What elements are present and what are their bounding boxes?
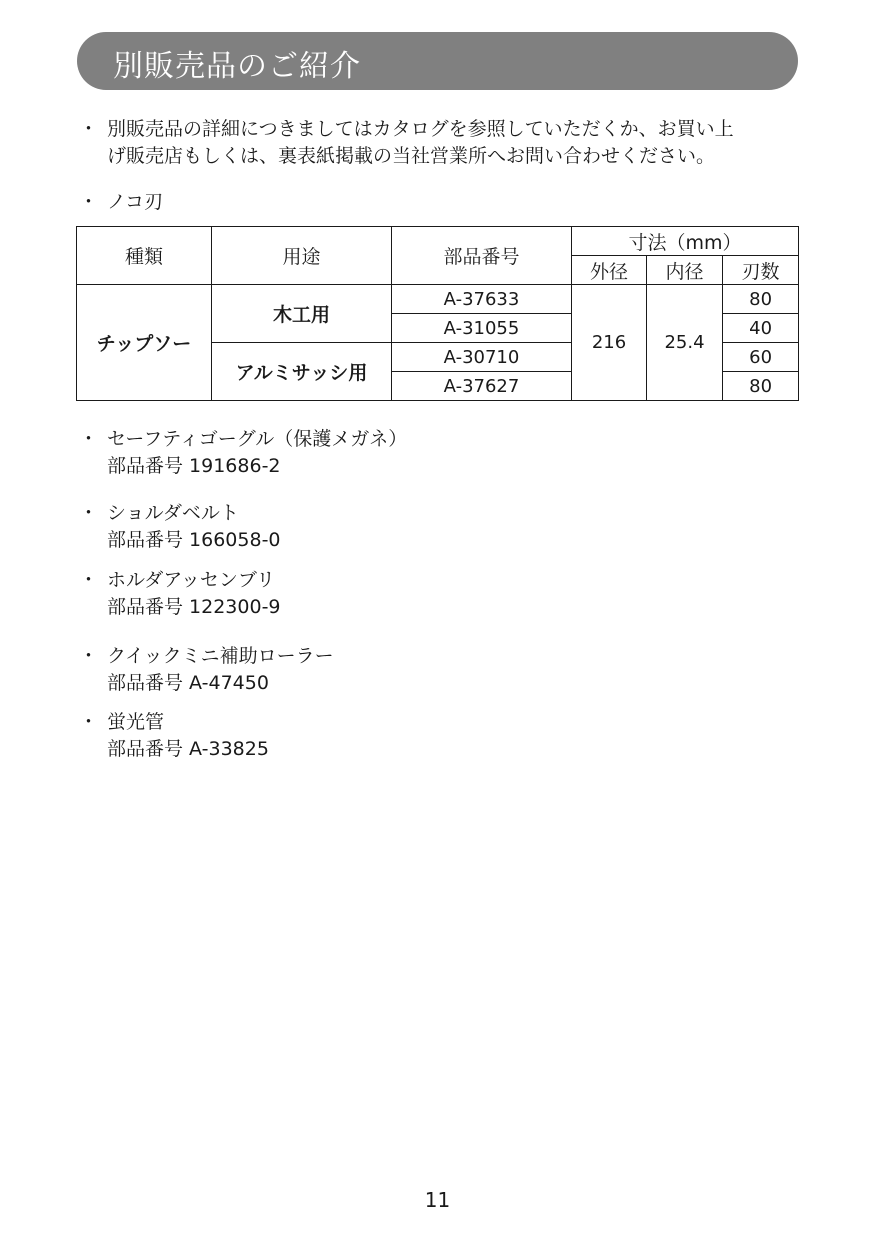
header-teeth-count: 刃数 [723, 256, 799, 285]
list-item [107, 567, 807, 621]
cell-part-number: A-37627 [392, 372, 572, 401]
list-item [107, 643, 807, 697]
accessory-part-number: 部品番号 166058-0 [107, 529, 281, 551]
saw-blade-table [76, 226, 799, 401]
header-type: 種類 [77, 227, 212, 285]
intro-line-2: げ販売店もしくは、裏表紙掲載の当社営業所へお問い合わせください。 [107, 145, 716, 167]
cell-inner-diameter: 25.4 [647, 285, 723, 401]
list-item [107, 709, 807, 763]
header-inner-diameter: 内径 [647, 256, 723, 285]
header-use: 用途 [212, 227, 392, 285]
cell-outer-diameter: 216 [572, 285, 647, 401]
saw-blade-heading: ノコ刃 [107, 191, 164, 213]
section-title-bar [77, 32, 798, 90]
cell-part-number: A-30710 [392, 343, 572, 372]
accessory-name: セーフティゴーグル（保護メガネ） [107, 428, 408, 450]
header-part-number: 部品番号 [392, 227, 572, 285]
list-item [107, 426, 807, 480]
cell-teeth-count: 40 [723, 314, 799, 343]
bullet-mark: ・ [79, 191, 99, 213]
header-dimensions: 寸法（mm） [572, 227, 799, 256]
accessory-part-number: 部品番号 191686-2 [107, 455, 281, 477]
cell-use-wood: 木工用 [212, 285, 392, 343]
cell-teeth-count: 80 [723, 372, 799, 401]
accessory-name: ショルダベルト [107, 502, 239, 524]
bullet-mark: ・ [79, 428, 99, 450]
accessory-name: クイックミニ補助ローラー [107, 645, 334, 667]
accessory-part-number: 部品番号 A-47450 [107, 672, 269, 694]
cell-part-number: A-31055 [392, 314, 572, 343]
cell-teeth-count: 60 [723, 343, 799, 372]
table-row [77, 285, 799, 314]
bullet-mark: ・ [79, 711, 99, 733]
cell-type: チップソー [77, 285, 212, 401]
header-outer-diameter: 外径 [572, 256, 647, 285]
table-header-row [77, 227, 799, 256]
cell-use-aluminum: アルミサッシ用 [212, 343, 392, 401]
accessory-name: ホルダアッセンブリ [107, 569, 276, 591]
section-title: 別販売品のご紹介 [113, 49, 361, 84]
list-item [107, 500, 807, 554]
cell-part-number: A-37633 [392, 285, 572, 314]
bullet-mark: ・ [79, 645, 99, 667]
accessory-part-number: 部品番号 122300-9 [107, 596, 281, 618]
bullet-mark: ・ [79, 502, 99, 524]
cell-teeth-count: 80 [723, 285, 799, 314]
accessory-name: 蛍光管 [107, 711, 165, 733]
accessory-part-number: 部品番号 A-33825 [107, 738, 269, 760]
intro-paragraph [107, 116, 807, 170]
page-number: 11 [424, 1188, 451, 1212]
bullet-mark: ・ [79, 569, 99, 591]
bullet-mark: ・ [79, 118, 99, 140]
intro-line-1: 別販売品の詳細につきましてはカタログを参照していただくか、お買い上 [107, 118, 734, 140]
